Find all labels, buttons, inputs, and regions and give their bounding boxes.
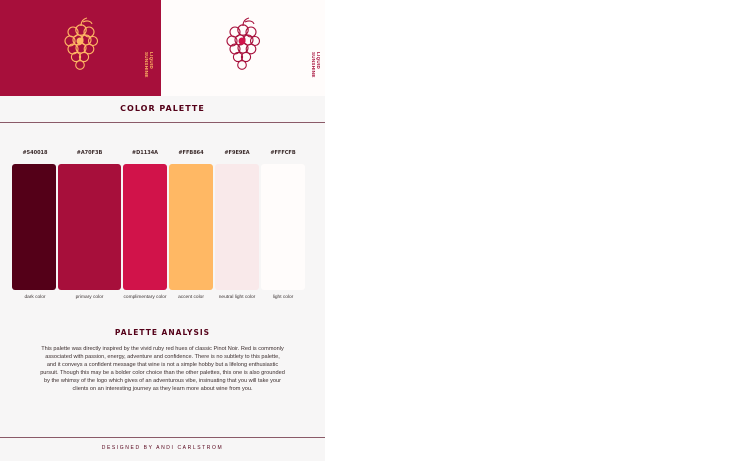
swatch-color-block (58, 164, 121, 290)
divider (0, 437, 325, 438)
analysis-title: PALETTE ANALYSIS (114, 328, 211, 337)
swatch-hex: #540018 (22, 150, 48, 156)
grape-logo-icon (223, 14, 263, 74)
logo-panel-dark (0, 0, 161, 96)
analysis-body: This palette was directly inspired by the vivid ruby red hues of classic Pinot Noir. Red is commonly associated with passion, energy, adventure and confidence. There is no subtlety to this palette, and it conveys a confident message that wine is not a simple hobby but a lifelong enthusiastic pursuit. Though this may be a bolder color choice than the other palettes, this one is also grounded by the whimsy of the logo which gives of an adventurous vibe, insinuating that you will take your clients on an interesting journey as they learn more about wine from you. (40, 346, 285, 392)
swatch-color-block (261, 164, 305, 290)
swatch-label: primary color (75, 295, 104, 300)
logo-wordmark-light: LIQUID SUNSHINE (311, 52, 321, 78)
swatch-hex: #A70F3B (76, 150, 103, 156)
divider (0, 122, 325, 123)
swatch-hex: #FFB864 (178, 150, 204, 156)
swatch-label: complimentary color (123, 295, 167, 300)
swatch-label: neutral light color (218, 295, 256, 300)
brand-board (0, 0, 325, 461)
swatch-hex: #D1134A (131, 150, 159, 156)
swatch-label: dark color (24, 295, 46, 300)
swatch-color-block (215, 164, 259, 290)
swatch-label: accent color (178, 295, 204, 300)
palette-title: COLOR PALETTE (120, 104, 205, 113)
swatch-hex: #FFFCFB (270, 150, 296, 156)
swatch-color-block (123, 164, 167, 290)
swatch-color-block (12, 164, 56, 290)
designer-credit: DESIGNED BY ANDI CARLSTROM (101, 445, 224, 451)
grape-logo-icon (61, 14, 101, 74)
swatch-label: light color (272, 295, 294, 300)
swatch-hex: #F9E9EA (224, 150, 250, 156)
logo-wordmark-dark: LIQUID SUNSHINE (144, 52, 154, 78)
logo-panel-light (161, 0, 325, 96)
swatch-color-block (169, 164, 213, 290)
